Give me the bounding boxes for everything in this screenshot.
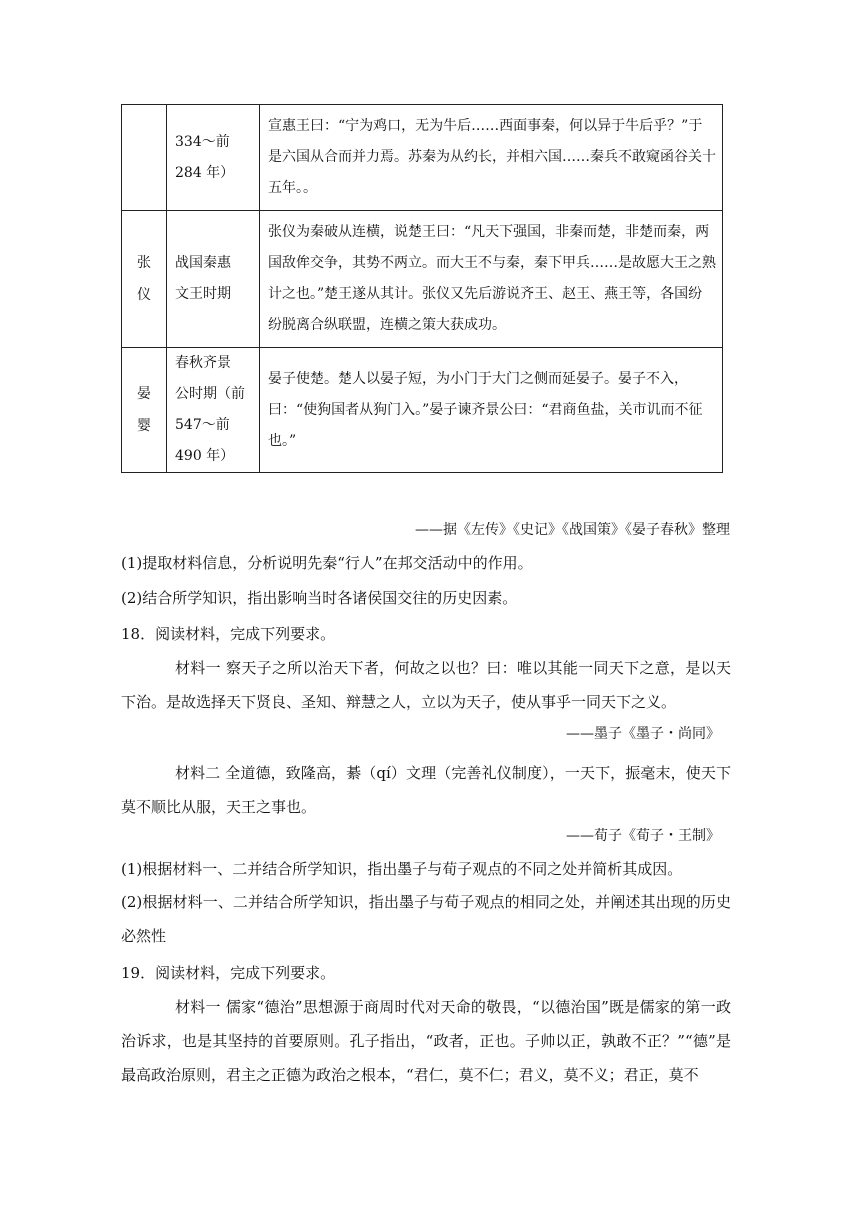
q18-material2: 材料二 全道德，致隆高，綦（qí）文理（完善礼仪制度），一天下，振毫末，使天下莫不顺比从服，天王之事也。 [121,764,731,816]
period-cell: 334～前 284 年） [167,105,260,211]
q19-material1: 材料一 儒家“德治”思想源于商周时代对天命的敬畏，“以德治国”既是儒家的第一政治诉求，也是其坚持的首要原则。孔子指出，“政者，正也。子帅以正，孰敢不正？”“德”是最高政治原则，君主之正德为政治之根本，“君仁，莫不仁；君义，莫不义；君正，莫不 [121,998,731,1084]
q18-sub1: (1)根据材料一、二并结合所学知识，指出墨子与荀子观点的不同之处并简析其成因。 [121,860,683,878]
q17-sub1: (1)提取材料信息，分析说明先秦“行人”在邦交活动中的作用。 [121,554,533,572]
deed-cell: 张仪为秦破从连横，说楚王曰：“凡天下强国，非秦而楚，非楚而秦，两国敌侔交争，其势不两立。而大王不与秦，秦下甲兵……是故愿大王之熟计之也。”楚王遂从其计。张仪又先后游说齐王、赵王、燕王等，各国纷纷脱离合纵联盟，连横之策大获成功。 [260,211,723,348]
diplomat-table [121,104,723,473]
deed-cell: 晏子使楚。楚人以晏子短，为小门于大门之侧而延晏子。晏子不入，曰：“使狗国者从狗门入。”晏子谏齐景公曰：“君商鱼盐，关市讥而不征也。” [260,348,723,473]
period-cell: 战国秦惠 文王时期 [167,211,260,348]
table-row [122,105,723,211]
period-cell: 春秋齐景 公时期（前 547～前 490 年） [167,348,260,473]
deed-cell: 宣惠王曰：“宁为鸡口，无为牛后……西面事秦，何以异于牛后乎？”于是六国从合而并力焉。苏秦为从约长，并相六国……秦兵不敢窥函谷关十五年。。 [260,105,723,211]
q18-sub2: (2)根据材料一、二并结合所学知识，指出墨子与荀子观点的相同之处，并阐述其出现的历史必然性 [121,893,731,945]
q19-heading: 19．阅读材料，完成下列要求。 [121,964,336,982]
table-row [122,211,723,348]
q18-material1-attribution: ——墨子《墨子・尚同》 [566,726,720,742]
q18-heading: 18．阅读材料，完成下列要求。 [121,625,336,643]
q17-sub2: (2)结合所学知识，指出影响当时各诸侯国交往的历史因素。 [121,589,518,607]
q18-material1: 材料一 察天子之所以治天下者，何故之以也？曰：唯以其能一同天下之意，是以天下治。是故选择天下贤良、圣知、辩慧之人，立以为天子，使从事乎一同天下之义。 [121,659,731,711]
table-row [122,348,723,473]
name-cell [122,105,167,211]
q18-material2-attribution: ——荀子《荀子・王制》 [566,828,720,844]
name-cell: 张 仪 [122,211,167,348]
table-source: ——据《左传》《史记》《战国策》《晏子春秋》整理 [415,522,730,538]
name-cell: 晏 婴 [122,348,167,473]
